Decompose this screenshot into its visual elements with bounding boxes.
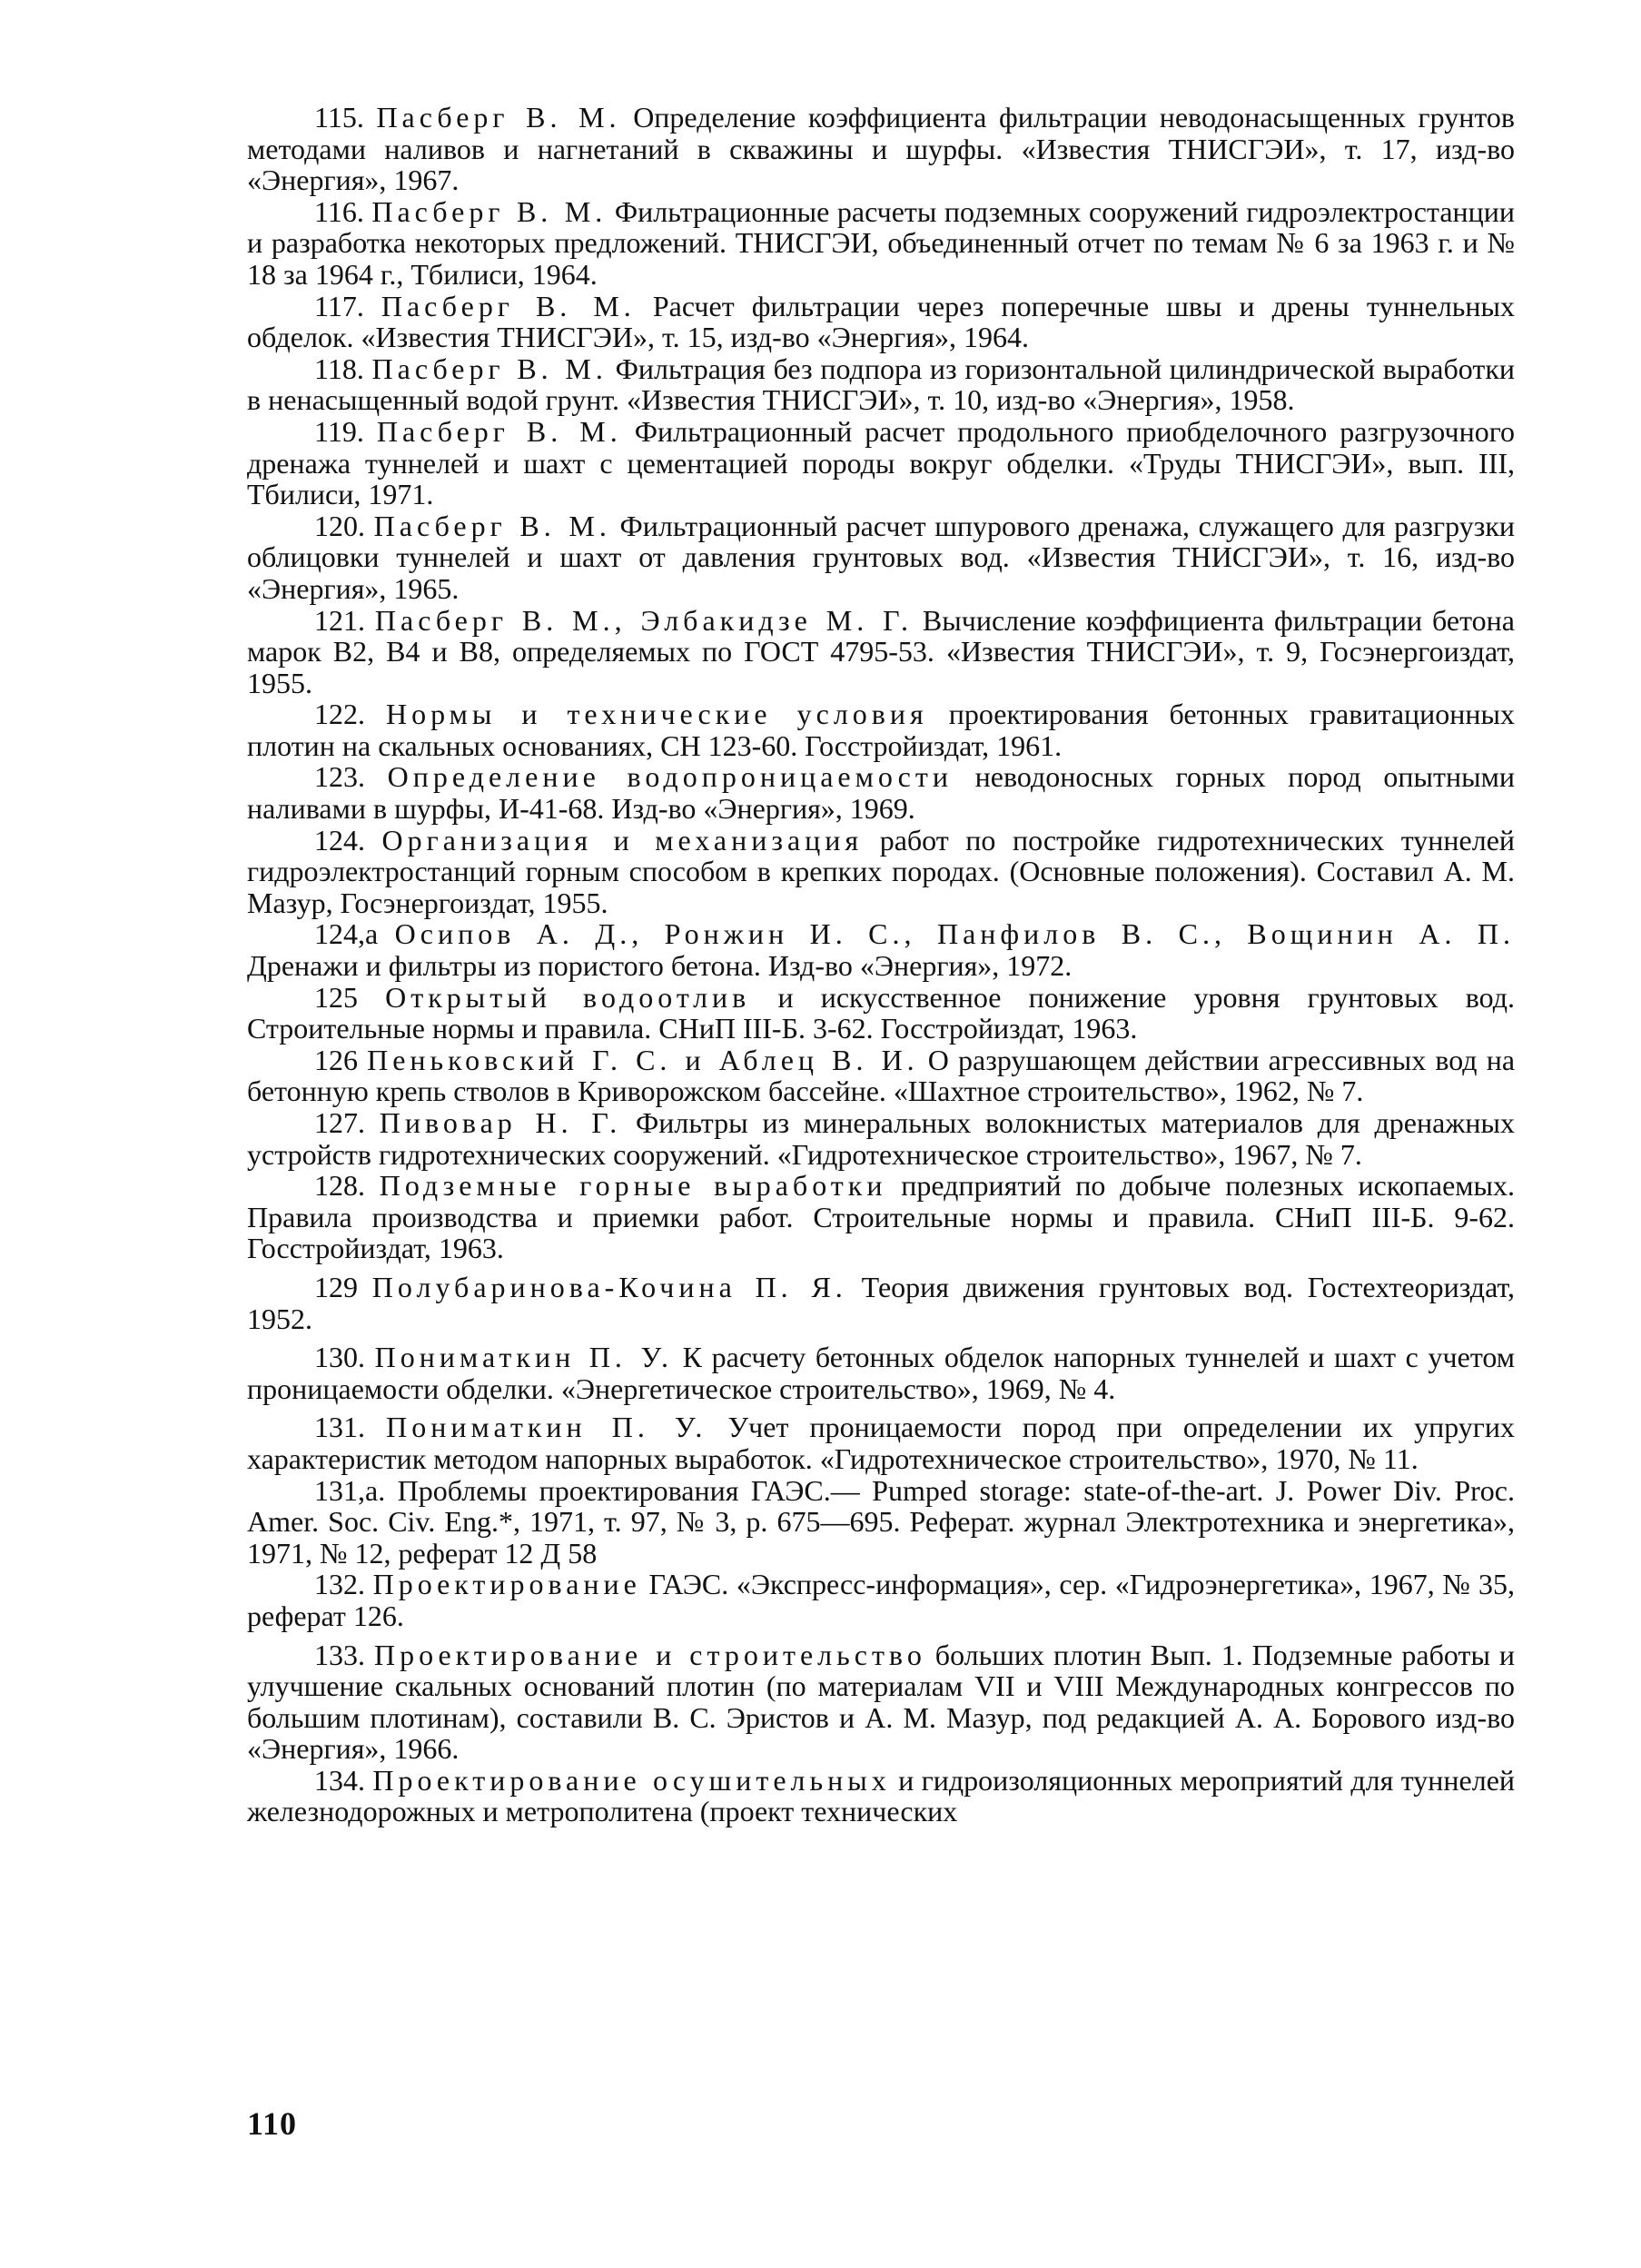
entry-author: Пониматкин П. У. [374, 1341, 674, 1374]
entry-number: 124. [314, 823, 365, 857]
page-number: 110 [247, 2105, 298, 2142]
entry-text: неводоносных горных пород опытными наливами в шурфы, И-41-68. Изд-во «Энергия», 1969. [247, 760, 1516, 826]
bibliography-entry [247, 918, 1515, 981]
entry-text: К расчету бетонных обделок напорных туннелей и шахт с учетом проницаемости обделки. «Энергетическое строительство», 1969, № 4. [247, 1341, 1516, 1405]
entry-author: Пивовар Н. Г. [379, 1106, 622, 1139]
entry-number: 127. [314, 1106, 365, 1139]
entry-number: 121. [314, 603, 365, 637]
entry-text: Фильтрация без подпора из горизонтальной цилиндрической выработки в ненасыщенный водой грунт. «Известия ТНИСГЭИ», т. 10, изд-во «Энергия», 1958. [247, 352, 1516, 417]
entry-author: Осипов А. Д., Ронжин И. С., Панфилов В. С., Вощинин А. П. [394, 917, 1516, 951]
entry-author: Пониматкин П. У. [386, 1411, 707, 1444]
entry-text: проектирования бетонных гравитационных плотин на скальных основаниях, СН 123-60. Госстройиздат, 1961. [247, 698, 1516, 762]
entry-number: 122. [314, 698, 365, 731]
entry-number: 118. [314, 352, 364, 385]
entry-number: 119. [314, 414, 364, 448]
bibliography-entry [247, 605, 1515, 699]
entry-text: и искусственное понижение уровня грунтовых вод. Строительные нормы и правила. СНиП III-Б. 3-62. Госстройиздат, 1963. [247, 980, 1516, 1045]
bibliography-entry [247, 1342, 1515, 1404]
entry-number: 123. [314, 760, 365, 794]
entry-number: 125 [314, 980, 358, 1014]
entry-author: Проектирование [372, 1568, 641, 1601]
entry-number: 124,а [314, 917, 379, 951]
entry-text: Проблемы проектирования ГАЭС.— Pumped storage: state-of-the-art. J. Power Div. Proc. Amer. Soc. Civ. Eng.*, 1971, т. 97, № 3, р. 675—695. Реферат. журнал Электротехника и энергетика», 1971, № 12, реферат 12 Д 58 [247, 1473, 1516, 1570]
entry-text: и гидроизоляционных мероприятий для туннелей железнодорожных и метрополитена (проект технических [247, 1763, 1516, 1828]
entry-author: Пасберг В. М. [376, 414, 622, 448]
entry-number: 134. [314, 1763, 365, 1797]
bibliography-entry [247, 1639, 1515, 1765]
entry-text: Фильтры из минеральных волокнистых материалов для дренажных устройств гидротехнических сооружений. «Гидротехническое строительство», 1967, № 7. [247, 1106, 1515, 1171]
bibliography-entry [247, 1272, 1515, 1334]
entry-text: работ по постройке гидротехнических туннелей гидроэлектростанций горным способом в крепких породах. (Основные положения). Составил А. М. Мазур, Госэнергоиздат, 1955. [247, 823, 1516, 919]
entry-author: Проектирование осушительных [372, 1763, 891, 1797]
entry-author: Нормы и технические условия [385, 698, 928, 731]
entry-number: 131,а. [314, 1473, 386, 1507]
bibliography-entry [247, 1475, 1515, 1570]
entry-text: предприятий по добыче полезных ископаемых. Правила производства и приемки работ. Строительные нормы и правила. СНиП III-Б. 9-62. Госстройиздат, 1963. [247, 1169, 1516, 1265]
book-page [247, 102, 1515, 2218]
entry-author: Полубаринова-Кочина П. Я. [371, 1270, 847, 1303]
entry-author: Пасберг В. М. [373, 509, 611, 542]
entry-author: Проектирование и строительство [373, 1638, 926, 1671]
entry-number: 115. [314, 101, 364, 134]
entry-author: Организация и механизация [381, 823, 864, 857]
entry-number: 129 [314, 1270, 358, 1303]
entry-number: 128. [314, 1169, 365, 1203]
entry-text: больших плотин Вып. 1. Подземные работы и улучшение скальных оснований плотин (по материалам VII и VIII Международных конгрессов по большим плотинам), составили В. С. Эристов и А. М. Мазур, под редакцией А. А. Борового изд-во «Энергия», 1966. [247, 1638, 1516, 1766]
entry-number: 130. [314, 1341, 365, 1374]
bibliography-entry [247, 102, 1515, 196]
entry-number: 126 [314, 1043, 358, 1076]
entry-number: 133. [314, 1638, 365, 1671]
entry-number: 120. [314, 509, 365, 542]
entry-text: Дренажи и фильтры из пористого бетона. Изд-во «Энергия», 1972. [247, 949, 1073, 983]
bibliography-entry [247, 825, 1515, 919]
entry-text: Расчет фильтрации через поперечные швы и дрены туннельных обделок. «Известия ТНИСГЭИ», т. 15, изд-во «Энергия», 1964. [247, 289, 1516, 354]
bibliography-entry [247, 1170, 1515, 1264]
bibliography-entry [247, 291, 1515, 353]
bibliography-entry [247, 196, 1515, 291]
bibliography-entry [247, 761, 1515, 824]
entry-author: Пасберг В. М., Элбакидзе М. Г. [374, 603, 913, 637]
entry-author: Открытый водоотлив [385, 980, 751, 1014]
entry-number: 116. [314, 194, 364, 228]
entry-author: Пасберг В. М. [376, 101, 621, 134]
entry-text: О разрушающем действии агрессивных вод на бетонную крепь стволов в Криворожском бассейне. «Шахтное строительство», 1962, № 7. [247, 1043, 1516, 1108]
entry-author: Пасберг В. М. [371, 194, 608, 228]
bibliography-entry [247, 1765, 1515, 1827]
bibliography-entry [247, 698, 1515, 761]
entry-text: ГАЭС. «Экспресс-информация», сер. «Гидроэнергетика», 1967, № 35, реферат 126. [247, 1568, 1515, 1632]
bibliography-entry [247, 1107, 1515, 1170]
bibliography-entry [247, 416, 1515, 510]
entry-number: 131. [314, 1411, 365, 1444]
entry-number: 117. [314, 289, 364, 322]
bibliography-list [247, 102, 1515, 1827]
entry-author: Пасберг В. М. [371, 352, 608, 385]
entry-text: Вычисление коэффициента фильтрации бетона марок В2, В4 и В8, определяемых по ГОСТ 4795-53. «Известия ТНИСГЭИ», т. 9, Госэнергоиздат, 1955. [247, 603, 1516, 699]
entry-author: Пеньковский Г. С. и Аблец В. И. [367, 1043, 919, 1076]
bibliography-entry [247, 1411, 1515, 1474]
bibliography-entry [247, 353, 1515, 416]
entry-text: Учет проницаемости пород при определении их упругих характеристик методом напорных выработок. «Гидротехническое строительство», 1970, № 11. [247, 1411, 1516, 1475]
entry-text: Фильтрационные расчеты подземных сооружений гидроэлектростанции и разработка некоторых предложений. ТНИСГЭИ, объединенный отчет по темам № 6 за 1963 г. и № 18 за 1964 г., Тбилиси, 1964. [247, 194, 1516, 291]
bibliography-entry [247, 1569, 1515, 1631]
entry-author: Пасберг В. М. [381, 289, 636, 322]
entry-author: Подземные горные выработки [379, 1169, 887, 1203]
entry-text: Определение коэффициента фильтрации неводонасыщенных грунтов методами наливов и нагнетаний в скважины и шурфы. «Известия ТНИСГЭИ», т. 17, изд-во «Энергия», 1967. [247, 101, 1516, 197]
bibliography-entry [247, 1045, 1515, 1107]
entry-text: Фильтрационный расчет шпурового дренажа, служащего для разгрузки облицовки туннелей и шахт от давления грунтовых вод. «Известия ТНИСГЭИ», т. 16, изд-во «Энергия», 1965. [247, 509, 1516, 605]
bibliography-entry [247, 982, 1515, 1045]
entry-author: Определение водопроницаемости [387, 760, 953, 794]
entry-text: Теория движения грунтовых вод. Гостехтеориздат, 1952. [247, 1270, 1516, 1335]
bibliography-entry [247, 510, 1515, 605]
entry-text: Фильтрационный расчет продольного приобделочного разгрузочного дренажа туннелей и шахт с цементацией породы вокруг обделки. «Труды ТНИСГЭИ», вып. III, Тбилиси, 1971. [247, 414, 1516, 511]
entry-number: 132. [314, 1568, 365, 1601]
